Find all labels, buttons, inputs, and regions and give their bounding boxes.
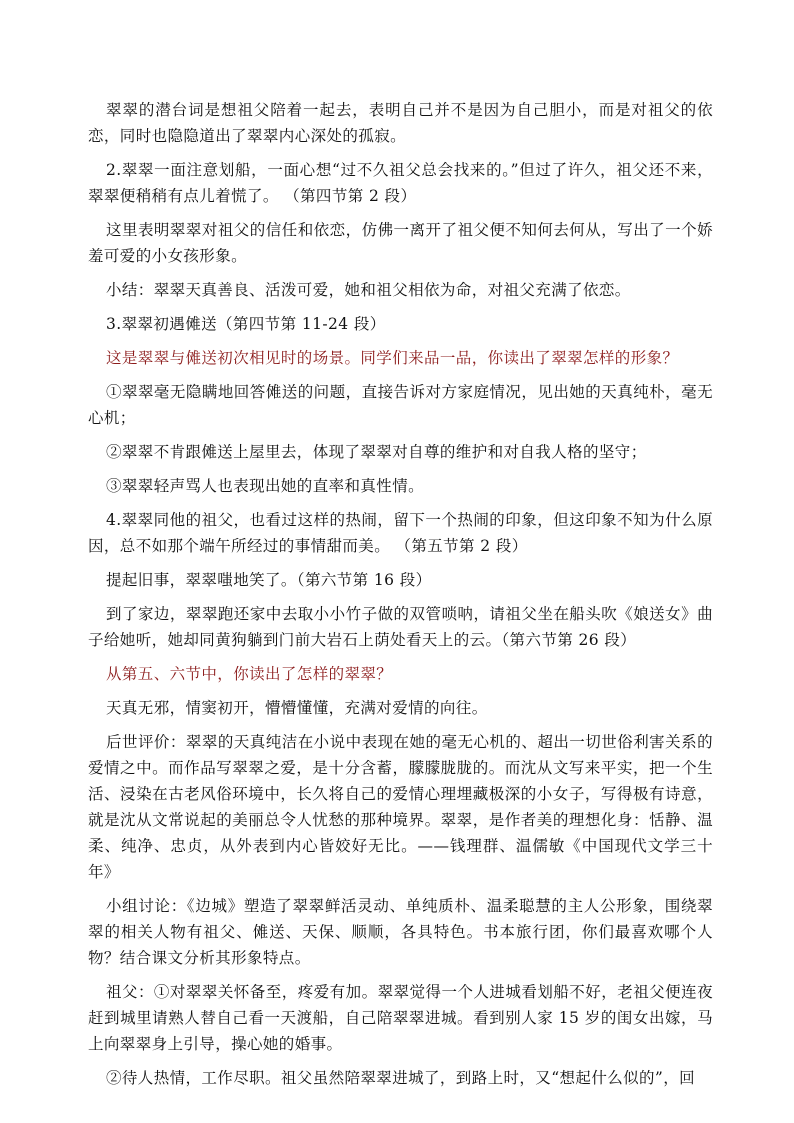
paragraph-11: 提起旧事，翠翠嗤地笑了。（第六节第 16 段） bbox=[106, 571, 432, 589]
critic-evaluation: 后世评价：翠翠的天真纯洁在小说中表现在她的毫无心机的、超出一切世俗利害关系的爱情之中。而作品写翠翠之爱，是十分含蓄，朦朦胧胧的。而沈从文写来平实，把一个生活、浸染在古老风俗环境中，长久将自己的爱情心理埋藏极深的小女子，写得极有诗意，就是沈从文常说起的美丽总令人忧愁的那种境界。翠翠，是作者美的理想化身：恬静、温柔、纯净、忠贞，从外表到内心皆姣好无比。——钱理群、温儒敏《中国现代文学三十年》 bbox=[88, 733, 713, 881]
paragraph-2: 2.翠翠一面注意划船，一面心想“过不久祖父总会找来的。”但过了许久，祖父还不来，翠翠便稍稍有点儿着慌了。 （第四节第 2 段） bbox=[88, 161, 713, 205]
section-heading-3: 3.翠翠初遇傩送（第四节第 11-24 段） bbox=[106, 315, 386, 333]
paragraph-1: 翠翠的潜台词是想祖父陪着一起去，表明自己并不是因为自己胆小，而是对祖父的依恋，同时也隐隐道出了翠翠内心深处的孤寂。 bbox=[88, 101, 713, 145]
paragraph-3: 这里表明翠翠对祖父的信任和依恋，仿佛一离开了祖父便不知何去何从，写出了一个娇羞可爱的小女孩形象。 bbox=[88, 221, 713, 265]
question-1: 这是翠翠与傩送初次相见时的场景。同学们来品一品，你读出了翠翠怎样的形象？ bbox=[106, 349, 679, 367]
question-2: 从第五、六节中，你读出了怎样的翠翠？ bbox=[106, 665, 393, 683]
answer-point-1: ①翠翠毫无隐瞒地回答傩送的问题，直接告诉对方家庭情况，见出她的天真纯朴，毫无心机； bbox=[88, 383, 713, 427]
summary-paragraph: 小结：翠翠天真善良、活泼可爱，她和祖父相依为命，对祖父充满了依恋。 bbox=[106, 281, 631, 299]
group-discussion: 小组讨论：《边城》塑造了翠翠鲜活灵动、单纯质朴、温柔聪慧的主人公形象，围绕翠翠的相关人物有祖父、傩送、天保、顺顺，各具特色。书本旅行团，你们最喜欢哪个人物？结合课文分析其形象特点。 bbox=[88, 897, 713, 967]
answer-point-3: ③翠翠轻声骂人也表现出她的直率和真性情。 bbox=[106, 477, 425, 495]
grandfather-point-2: ②待人热情，工作尽职。祖父虽然陪翠翠进城了，到路上时，又“想起什么似的”，回 bbox=[106, 1069, 696, 1087]
document-page bbox=[88, 97, 713, 1091]
answer-2: 天真无邪，情窦初开，懵懵懂懂，充满对爱情的向往。 bbox=[106, 699, 488, 717]
grandfather-point-1: 祖父：①对翠翠关怀备至，疼爱有加。翠翠觉得一个人进城看划船不好，老祖父便连夜赶到城里请熟人替自己看一天渡船，自己陪翠翠进城。看到别人家 15 岁的闺女出嫁，马上向翠翠身上引导，操心她的婚事。 bbox=[88, 983, 713, 1053]
section-heading-4: 4.翠翠同他的祖父，也看过这样的热闹，留下一个热闹的印象，但这印象不知为什么原因，总不如那个端午所经过的事情甜而美。 （第五节第 2 段） bbox=[88, 511, 713, 555]
paragraph-12: 到了家边，翠翠跑还家中去取小小竹子做的双管唢呐，请祖父坐在船头吹《娘送女》曲子给她听，她却同黄狗躺到门前大岩石上荫处看天上的云。（第六节第 26 段） bbox=[88, 605, 713, 649]
answer-point-2: ②翠翠不肯跟傩送上屋里去，体现了翠翠对自尊的维护和对自我人格的坚守； bbox=[106, 443, 647, 461]
